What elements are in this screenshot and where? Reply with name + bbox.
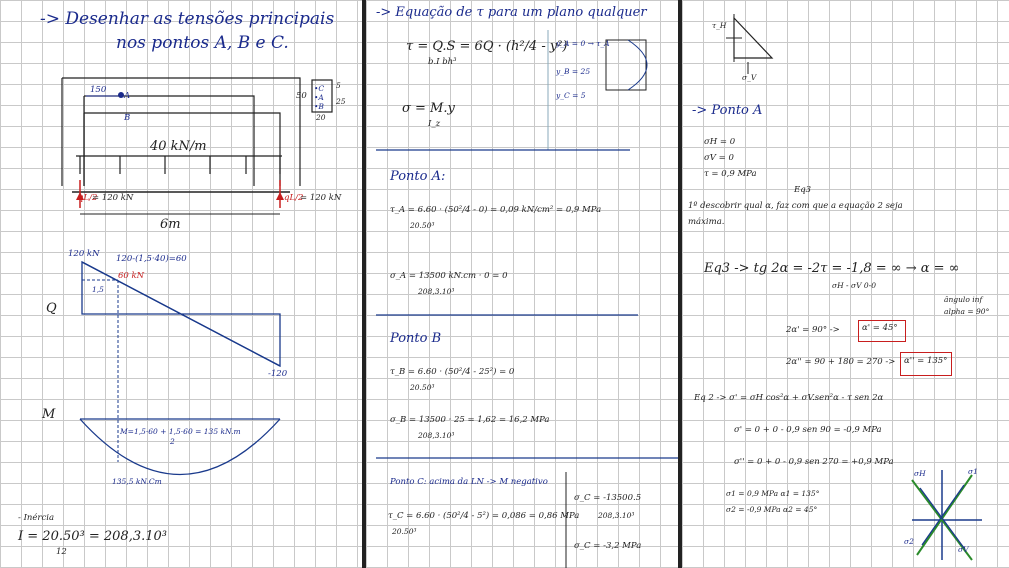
- discover-alpha-text-line2: máxima.: [688, 217, 725, 227]
- y-value-a: y_A = 0 → τ_A: [556, 39, 610, 48]
- section-dim-25: 25: [336, 97, 346, 106]
- ponto-b-normal: σ_B = 13500 · 25 = 1,62 = 16,2 MPa: [390, 415, 550, 425]
- tau-value: τ = 0,9 MPa: [704, 169, 757, 179]
- notebook-page-principal-stresses: [682, 0, 1009, 568]
- ponto-b-shear: τ_B = 6.60 · (50²/4 - 25²) = 0: [390, 367, 515, 377]
- section-width-label: 20: [316, 113, 326, 122]
- section-height-label: 50: [296, 91, 307, 101]
- ponto-b-heading: Ponto B: [390, 331, 442, 346]
- left-reaction-label: qL/2: [78, 193, 98, 203]
- moment-max-value: 135,5 kN.Cm: [112, 477, 162, 486]
- panel2-title: -> Equação de τ para um plano qualquer: [376, 5, 647, 20]
- ponto-c-normal: σ_C = -13500.5: [574, 493, 642, 503]
- diagram-label-sigma-v: σV: [958, 545, 969, 554]
- ponto-a-shear: τ_A = 6.60 · (50²/4 - 0) = 0,09 kN/cm² = 0,9 MPa: [390, 205, 602, 215]
- ponto-c-heading: Ponto C: acima da LN -> M negativo: [390, 477, 548, 487]
- eq3-reference: Eq3: [794, 185, 812, 195]
- alpha-double-prime-calc: 2α'' = 90 + 180 = 270 ->: [786, 357, 896, 367]
- right-reaction-value: = 120 kN: [300, 193, 342, 203]
- alpha-prime-result: α' = 45°: [862, 323, 898, 333]
- shear-distance-label: 1,5: [92, 285, 104, 294]
- distributed-load-label: 40 kN/m: [150, 139, 207, 154]
- panel1-title: -> Desenhar as tensões principais: [40, 9, 335, 29]
- sigma1-result: σ1 = 0,9 MPa α1 = 135°: [726, 489, 820, 498]
- sigma-prime-calc: σ' = 0 + 0 - 0,9 sen 90 = -0,9 MPa: [734, 425, 882, 435]
- ponto-c-normal-value: σ_C = -3,2 MPa: [574, 541, 642, 551]
- shear-diagram-label: Q: [46, 301, 57, 316]
- point-a-label: A: [124, 91, 131, 101]
- diagram-label-sigma-h: σH: [914, 469, 926, 478]
- inertia-denominator: 12: [56, 547, 67, 557]
- ponto-c-normal-denominator: 208,3.10³: [598, 511, 635, 520]
- ponto-a-normal-denominator: 208,3.10³: [418, 287, 455, 296]
- shear-top-value: 120 kN: [68, 249, 100, 259]
- notebook-page-shear-equation: [366, 0, 678, 568]
- alpha-double-prime-result: α'' = 135°: [904, 356, 948, 366]
- y-value-b: y_B = 25: [556, 67, 591, 76]
- ponto-c-shear: τ_C = 6.60 · (50²/4 - 5²) = 0,086 = 0,86 MPa: [388, 511, 580, 521]
- moment-diagram-label: M: [42, 407, 56, 422]
- inertia-title: - Inércia: [18, 513, 55, 523]
- eq2-formula: Eq 2 -> σ' = σH cos²α + σV.sen²α - τ sen 2α: [694, 393, 884, 403]
- sigma2-result: σ2 = -0,9 MPa α2 = 45°: [726, 505, 818, 514]
- sigma-v-label: σ_V: [742, 73, 757, 82]
- eq3-denominator: σH - σV 0-0: [832, 281, 876, 290]
- tau-h-label: τ_H: [712, 21, 727, 30]
- section-dim-5: 5: [336, 81, 341, 90]
- diagram-label-sigma1: σ1: [968, 467, 978, 476]
- right-reaction-label: qL/2: [284, 193, 304, 203]
- sigma-v-value: σV = 0: [704, 153, 734, 163]
- inertia-formula: I = 20.50³ = 208,3.10³: [18, 529, 167, 544]
- shear-60-label: 60 kN: [118, 271, 145, 281]
- beam-and-diagrams-drawing: [0, 0, 362, 568]
- panel1-title-line2: nos pontos A, B e C.: [116, 33, 289, 53]
- ponto-a-shear-denominator: 20.50³: [410, 221, 435, 230]
- moment-calc-denominator: 2: [170, 437, 175, 446]
- dimension-150: 150: [90, 85, 107, 95]
- shear-formula: τ = Q.S = 6Q · (h²/4 - y²): [406, 39, 568, 54]
- point-b-label: B: [124, 113, 131, 123]
- sigma-double-prime-calc: σ'' = 0 + 0 - 0,9 sen 270 = +0,9 MPa: [734, 457, 894, 467]
- ponto-b-normal-denominator: 208,3.10³: [418, 431, 455, 440]
- angle-note-line2: alpha = 90°: [944, 307, 990, 316]
- shear-formula-denominator: b.I bh³: [428, 57, 457, 67]
- ponto-c-shear-denominator: 20.50³: [392, 527, 417, 536]
- normal-stress-denominator: I_z: [428, 119, 441, 129]
- alpha-prime-calc: 2α' = 90° ->: [786, 325, 840, 335]
- shear-bottom-value: -120: [268, 369, 288, 379]
- sigma-h-value: σH = 0: [704, 137, 736, 147]
- ponto-a-normal: σ_A = 13500 kN.cm · 0 = 0: [390, 271, 508, 281]
- notebook-page-beam-diagrams: [0, 0, 362, 568]
- discover-alpha-text: 1º descobrir qual α, faz com que a equação 2 seja: [688, 201, 903, 211]
- angle-note: ângulo inf: [944, 295, 983, 304]
- eq3-formula: Eq3 -> tg 2α = -2τ = -1,8 = ∞ → α = ∞: [704, 261, 960, 276]
- left-reaction-value: = 120 kN: [92, 193, 134, 203]
- moment-calc-note: M=1,5·60 + 1,5·60 = 135 kN.m: [120, 427, 241, 436]
- ponto-b-shear-denominator: 20.50³: [410, 383, 435, 392]
- ponto-a-heading: Ponto A:: [390, 169, 446, 184]
- span-length-label: 6m: [160, 217, 181, 232]
- y-value-c: y_C = 5: [556, 91, 586, 100]
- diagram-label-sigma2: σ2: [904, 537, 914, 546]
- normal-stress-formula: σ = M.y: [402, 101, 455, 116]
- section-points: •C •A •B: [314, 84, 325, 111]
- ponto-a-heading-right: -> Ponto A: [692, 103, 763, 118]
- shear-calc-note: 120-(1,5·40)=60: [116, 254, 187, 264]
